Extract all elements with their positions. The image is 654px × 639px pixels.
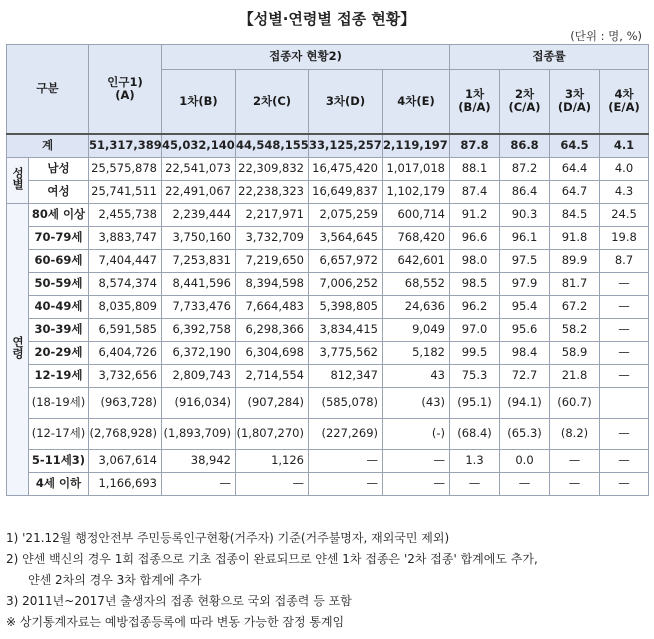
cell-d3: 16,475,420: [309, 158, 383, 181]
row-label: 12-19세: [29, 365, 89, 388]
cell-r4: —: [600, 473, 649, 496]
cell-r3: 64.7: [550, 181, 600, 204]
cell-pop: 7,404,447: [89, 250, 162, 273]
cell-r4: 24.5: [600, 204, 649, 227]
cell-d2: 6,298,366: [236, 319, 309, 342]
cell-d1: 6,392,758: [162, 319, 236, 342]
row-group-text: 연령: [11, 336, 26, 360]
cell-d4: 768,420: [383, 227, 450, 250]
cell-d1: 8,441,596: [162, 273, 236, 296]
table-row: [7, 473, 649, 496]
cell-pop: 3,067,614: [89, 450, 162, 473]
cell-d2: 6,304,698: [236, 342, 309, 365]
cell-r3: 67.2: [550, 296, 600, 319]
unit-label: (단위 : 명, %): [570, 29, 642, 43]
table-row: [7, 158, 649, 181]
footnote-3: 3) 2011년~2017년 출생자의 접종 현황으로 국외 접종력 등 포함: [6, 594, 352, 608]
cell-r2: 0.0: [500, 450, 550, 473]
cell-pop: 8,574,374: [89, 273, 162, 296]
header-dose1: 1차(B): [162, 70, 236, 134]
cell-r1: 91.2: [450, 204, 500, 227]
cell-pop: 25,575,878: [89, 158, 162, 181]
cell-d3: (227,269): [309, 419, 383, 450]
cell-r2: 72.7: [500, 365, 550, 388]
cell-r2: 97.9: [500, 273, 550, 296]
row-label: 남성: [29, 158, 89, 181]
header-population-sub: (A): [115, 87, 135, 102]
row-label: 80세 이상: [29, 204, 89, 227]
header-dose3: 3차(D): [309, 70, 383, 134]
cell-pop: 25,741,511: [89, 181, 162, 204]
total-row: [7, 134, 649, 158]
cell-pop: 2,455,738: [89, 204, 162, 227]
cell-d3: 33,125,257: [309, 134, 383, 158]
cell-r2: 95.6: [500, 319, 550, 342]
cell-pop: 6,591,585: [89, 319, 162, 342]
cell-pop: 3,883,747: [89, 227, 162, 250]
cell-d3: 7,006,252: [309, 273, 383, 296]
cell-d4: 1,017,018: [383, 158, 450, 181]
cell-d1: 7,733,476: [162, 296, 236, 319]
cell-d4: (-): [383, 419, 450, 450]
cell-r2: 86.8: [500, 134, 550, 158]
cell-r2: 90.3: [500, 204, 550, 227]
cell-d3: 3,834,415: [309, 319, 383, 342]
table-row: [7, 204, 649, 227]
cell-d3: 2,075,259: [309, 204, 383, 227]
cell-pop: 6,404,726: [89, 342, 162, 365]
table-row: [7, 450, 649, 473]
row-label: 30-39세: [29, 319, 89, 342]
cell-r3: 58.9: [550, 342, 600, 365]
table-row: [7, 365, 649, 388]
cell-d3: 812,347: [309, 365, 383, 388]
cell-d4: (43): [383, 388, 450, 419]
cell-d3: —: [309, 450, 383, 473]
header-rate1: [450, 70, 500, 134]
cell-r1: —: [450, 473, 500, 496]
cell-r1: 97.0: [450, 319, 500, 342]
cell-r1: 96.2: [450, 296, 500, 319]
row-label: 4세 이하: [29, 473, 89, 496]
cell-r1: 96.6: [450, 227, 500, 250]
cell-d4: 642,601: [383, 250, 450, 273]
header-rate: 접종률: [450, 45, 649, 70]
cell-pop: 8,035,809: [89, 296, 162, 319]
cell-r1: 98.5: [450, 273, 500, 296]
row-label: (18-19세): [29, 388, 89, 419]
header-rate4: [600, 70, 649, 134]
table-row: [7, 181, 649, 204]
cell-r2: 97.5: [500, 250, 550, 273]
cell-d3: —: [309, 473, 383, 496]
header-rate3: [550, 70, 600, 134]
cell-d1: 45,032,140: [162, 134, 236, 158]
cell-r2: 95.4: [500, 296, 550, 319]
cell-r1: 88.1: [450, 158, 500, 181]
cell-r2: 86.4: [500, 181, 550, 204]
cell-r3: 81.7: [550, 273, 600, 296]
cell-d2: 7,664,483: [236, 296, 309, 319]
cell-r3: 64.4: [550, 158, 600, 181]
cell-d4: 2,119,197: [383, 134, 450, 158]
header-rate4-sub: (E/A): [608, 100, 640, 115]
cell-r3: 91.8: [550, 227, 600, 250]
cell-d2: 22,238,323: [236, 181, 309, 204]
cell-r2: 98.4: [500, 342, 550, 365]
cell-d4: 600,714: [383, 204, 450, 227]
cell-r1: (95.1): [450, 388, 500, 419]
sub-row: [7, 388, 649, 419]
header-rate2-label: 2차: [514, 87, 535, 102]
cell-d1: 22,541,073: [162, 158, 236, 181]
header-rate1-label: 1차: [464, 87, 485, 102]
cell-r3: (60.7): [550, 388, 600, 419]
cell-d1: —: [162, 473, 236, 496]
cell-d4: 24,636: [383, 296, 450, 319]
cell-pop: 3,732,656: [89, 365, 162, 388]
footnote-1: 1) '21.12월 행정안전부 주민등록인구현황(거주자) 기준(거주불명자, 재외국민 제외): [6, 531, 450, 545]
cell-d4: —: [383, 473, 450, 496]
header-population-label: 인구1): [107, 74, 143, 89]
cell-pop: (2,768,928): [89, 419, 162, 450]
cell-d2: 2,714,554: [236, 365, 309, 388]
cell-r2: (94.1): [500, 388, 550, 419]
header-rate3-sub: (D/A): [557, 100, 592, 115]
cell-r4: 4.0: [600, 158, 649, 181]
cell-d1: (916,034): [162, 388, 236, 419]
cell-d4: 1,102,179: [383, 181, 450, 204]
cell-d3: (585,078): [309, 388, 383, 419]
sub-row: [7, 419, 649, 450]
vaccination-status-table: [6, 44, 649, 496]
cell-d1: 2,809,743: [162, 365, 236, 388]
cell-d1: 3,750,160: [162, 227, 236, 250]
row-label: 여성: [29, 181, 89, 204]
header-rate2-sub: (C/A): [508, 100, 541, 115]
row-label: (12-17세): [29, 419, 89, 450]
cell-r1: 98.0: [450, 250, 500, 273]
cell-d2: 8,394,598: [236, 273, 309, 296]
cell-r4: —: [600, 319, 649, 342]
footnotes: [6, 528, 648, 633]
cell-d2: 44,548,155: [236, 134, 309, 158]
cell-d1: 38,942: [162, 450, 236, 473]
header-dose2: 2차(C): [236, 70, 309, 134]
table-row: [7, 273, 649, 296]
cell-r4: [600, 388, 649, 419]
header-rate2: [500, 70, 550, 134]
cell-r2: —: [500, 473, 550, 496]
footnote-2-cont: 얀센 2차의 경우 3차 합계에 추가: [28, 573, 202, 587]
cell-d4: 5,182: [383, 342, 450, 365]
row-label: 70-79세: [29, 227, 89, 250]
footnote-disclaimer: ※ 상기통계자료는 예방접종등록에 따라 변동 가능한 잠정 통계임: [6, 615, 345, 629]
cell-r3: 21.8: [550, 365, 600, 388]
cell-d4: 43: [383, 365, 450, 388]
cell-r3: —: [550, 450, 600, 473]
cell-d2: (907,284): [236, 388, 309, 419]
cell-d2: 7,219,650: [236, 250, 309, 273]
cell-r1: 99.5: [450, 342, 500, 365]
cell-r1: (68.4): [450, 419, 500, 450]
cell-d2: 1,126: [236, 450, 309, 473]
cell-d3: 3,775,562: [309, 342, 383, 365]
table-row: [7, 250, 649, 273]
footnote-2: 2) 얀센 백신의 경우 1회 접종으로 기초 접종이 완료되므로 얀센 1차 접종은 '2차 접종' 합계에도 추가,: [6, 552, 538, 566]
cell-d4: —: [383, 450, 450, 473]
row-label: 5-11세3): [29, 450, 89, 473]
table-title: 【성별·연령별 접종 현황】: [238, 10, 416, 28]
cell-d1: (1,893,709): [162, 419, 236, 450]
cell-r4: —: [600, 296, 649, 319]
table-row: [7, 342, 649, 365]
header-dose4: 4차(E): [383, 70, 450, 134]
cell-r2: 87.2: [500, 158, 550, 181]
cell-r4: —: [600, 365, 649, 388]
cell-d1: 6,372,190: [162, 342, 236, 365]
row-group-text: 성별: [11, 167, 26, 191]
cell-d1: 2,239,444: [162, 204, 236, 227]
cell-r4: 8.7: [600, 250, 649, 273]
table-row: [7, 296, 649, 319]
header-rate3-label: 3차: [564, 87, 585, 102]
cell-r3: 64.5: [550, 134, 600, 158]
cell-r1: 1.3: [450, 450, 500, 473]
cell-d3: 16,649,837: [309, 181, 383, 204]
cell-r4: —: [600, 419, 649, 450]
cell-d2: 22,309,832: [236, 158, 309, 181]
cell-d2: 2,217,971: [236, 204, 309, 227]
cell-d2: (1,807,270): [236, 419, 309, 450]
row-label: 60-69세: [29, 250, 89, 273]
cell-d3: 3,564,645: [309, 227, 383, 250]
cell-r3: (8.2): [550, 419, 600, 450]
cell-r4: 19.8: [600, 227, 649, 250]
header-group: 구분: [7, 45, 89, 134]
row-label: 20-29세: [29, 342, 89, 365]
row-group-label: [7, 204, 29, 496]
cell-r4: —: [600, 342, 649, 365]
cell-r3: —: [550, 473, 600, 496]
header-rate4-label: 4차: [614, 87, 634, 102]
cell-d3: 6,657,972: [309, 250, 383, 273]
cell-r4: —: [600, 273, 649, 296]
cell-d3: 5,398,805: [309, 296, 383, 319]
cell-r4: —: [600, 450, 649, 473]
cell-r1: 87.4: [450, 181, 500, 204]
row-label: 40-49세: [29, 296, 89, 319]
cell-d2: 3,732,709: [236, 227, 309, 250]
cell-r3: 58.2: [550, 319, 600, 342]
row-label: 50-59세: [29, 273, 89, 296]
cell-r3: 89.9: [550, 250, 600, 273]
cell-r4: 4.1: [600, 134, 649, 158]
table-row: [7, 227, 649, 250]
cell-pop: (963,728): [89, 388, 162, 419]
table-row: [7, 319, 649, 342]
cell-r2: (65.3): [500, 419, 550, 450]
header-vaccinated: 접종자 현황2): [162, 45, 450, 70]
header-rate1-sub: (B/A): [458, 100, 491, 115]
cell-d2: —: [236, 473, 309, 496]
row-group-label: [7, 158, 29, 204]
cell-pop: 51,317,389: [89, 134, 162, 158]
cell-d4: 9,049: [383, 319, 450, 342]
cell-r1: 75.3: [450, 365, 500, 388]
cell-d1: 22,491,067: [162, 181, 236, 204]
cell-d4: 68,552: [383, 273, 450, 296]
cell-r1: 87.8: [450, 134, 500, 158]
cell-r2: 96.1: [500, 227, 550, 250]
header-population: [89, 45, 162, 134]
cell-d1: 7,253,831: [162, 250, 236, 273]
row-label: 계: [7, 134, 89, 158]
cell-r4: 4.3: [600, 181, 649, 204]
cell-r3: 84.5: [550, 204, 600, 227]
cell-pop: 1,166,693: [89, 473, 162, 496]
